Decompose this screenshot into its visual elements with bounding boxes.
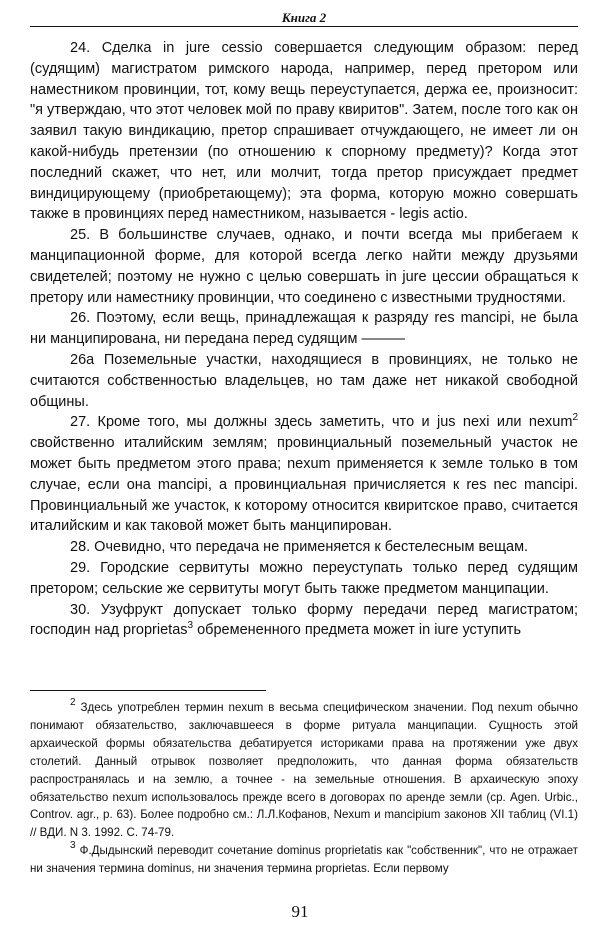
header-rule	[30, 26, 578, 27]
paragraph-26a: 26а Поземельные участки, находящиеся в провинциях, не только не считаются собственностью владельцев, но там даже нет никакой свободной общины.	[30, 351, 578, 410]
running-header	[30, 8, 578, 34]
paragraph-27-text-cont: свойственно италийским землям; провинциальный поземельный участок не может быть предметом этого права; nexum применяется к земле только в том случае, если она mancipi, а провинциальная причисляется к res nec mancipi. Провинциальный же участок, к которому относится квиритское право, считается италийским и как таковой может быть манципирован.	[30, 435, 578, 535]
footnote-ref-3[interactable]: 3	[187, 620, 194, 632]
paragraph-30-text: 30. Узуфрукт допускает только форму передачи перед магистратом; господин над proprietas	[30, 601, 578, 639]
footnote-2	[30, 699, 578, 842]
footnote-2-text: Здесь употреблен термин nexum в весьма специфическом значении. Под nexum обычно понимают обязательство, заключавшееся в форме ритуала манципации. Сущность этой архаической формы обязательства дебатируется историками права на протяжении уже двух столетий. Данный отрывок позволяет предположить, что данная форма обязательств распространялась и на землю, а точнее - на земельные отношения. В архаическую эпоху обязательство nexum использовалось прежде всего в договорах по аренде земли (ср. Agen. Urbic., Controv. agr., p. 63). Более подробно см.: Л.Л.Кофанов, Nexum и mancipium законов XII таблиц (VI.1) // ВДИ. N 3. 1992. С. 74-79.	[30, 701, 578, 840]
paragraph-24: 24. Сделка in jure cessio совершается следующим образом: перед (судящим) магистратом римского народа, например, перед претором или наместником провинции, тот, кому вещь переуступается, держа ее, произносит: "я утверждаю, что этот человек мой по праву квиритов". Затем, после того как он заявил такую виндикацию, претор спрашивает отчуждающего, не имеет ли он какой-нибудь претензии (по отношению к спорному предмету)? Когда этот последний скажет, что нет, или молчит, тогда претор присуждает предмет виндицирующему (приобретающему); эта форма, которую можно совершать также в провинциях перед наместником, называется - legis actio.	[30, 40, 578, 223]
footnote-separator	[30, 690, 266, 691]
page-number: 91	[291, 902, 309, 921]
main-text	[30, 38, 578, 641]
paragraph-27-text: 27. Кроме того, мы должны здесь заметить, что и jus nexi или nexum	[70, 414, 573, 431]
paragraph-25: 25. В большинстве случаев, однако, и почти всегда мы прибегаем к манципационной форме, для которой всегда легко найти между друзьями свидетелей; поэтому не нужно с целью совершать in jure цессии обращаться к претору или наместнику провинции, что соединено с известными трудностями.	[30, 227, 578, 306]
footnote-ref-2[interactable]: 2	[572, 412, 578, 424]
footnote-mark-3: 3	[70, 840, 76, 852]
paragraph-29: 29. Городские сервитуты можно переуступать только перед судящим претором; сельские же сервитуты могут быть также предметом манципации.	[30, 559, 578, 597]
footnote-mark-2: 2	[70, 697, 76, 708]
header-title: Книга 2	[272, 10, 336, 26]
paragraph-30-text-cont: обремененного предмета может in iure уступить	[193, 622, 521, 639]
paragraph-26: 26. Поэтому, если вещь, принадлежащая к разряду res mancipi, не была ни манципирована, ни передана перед судящим ———	[30, 310, 578, 348]
paragraph-30	[30, 600, 578, 642]
footnotes	[30, 699, 578, 878]
paragraph-27	[30, 412, 578, 537]
footnote-3	[30, 842, 578, 878]
footnote-3-text: Ф.Дыдынский переводит сочетание dominus proprietatis как "собственник", что не отражает ни значения термина dominus, ни значения термина proprietas. Если первому	[30, 844, 578, 876]
paragraph-28: 28. Очевидно, что передача не применяется к бестелесным вещам.	[70, 539, 529, 556]
